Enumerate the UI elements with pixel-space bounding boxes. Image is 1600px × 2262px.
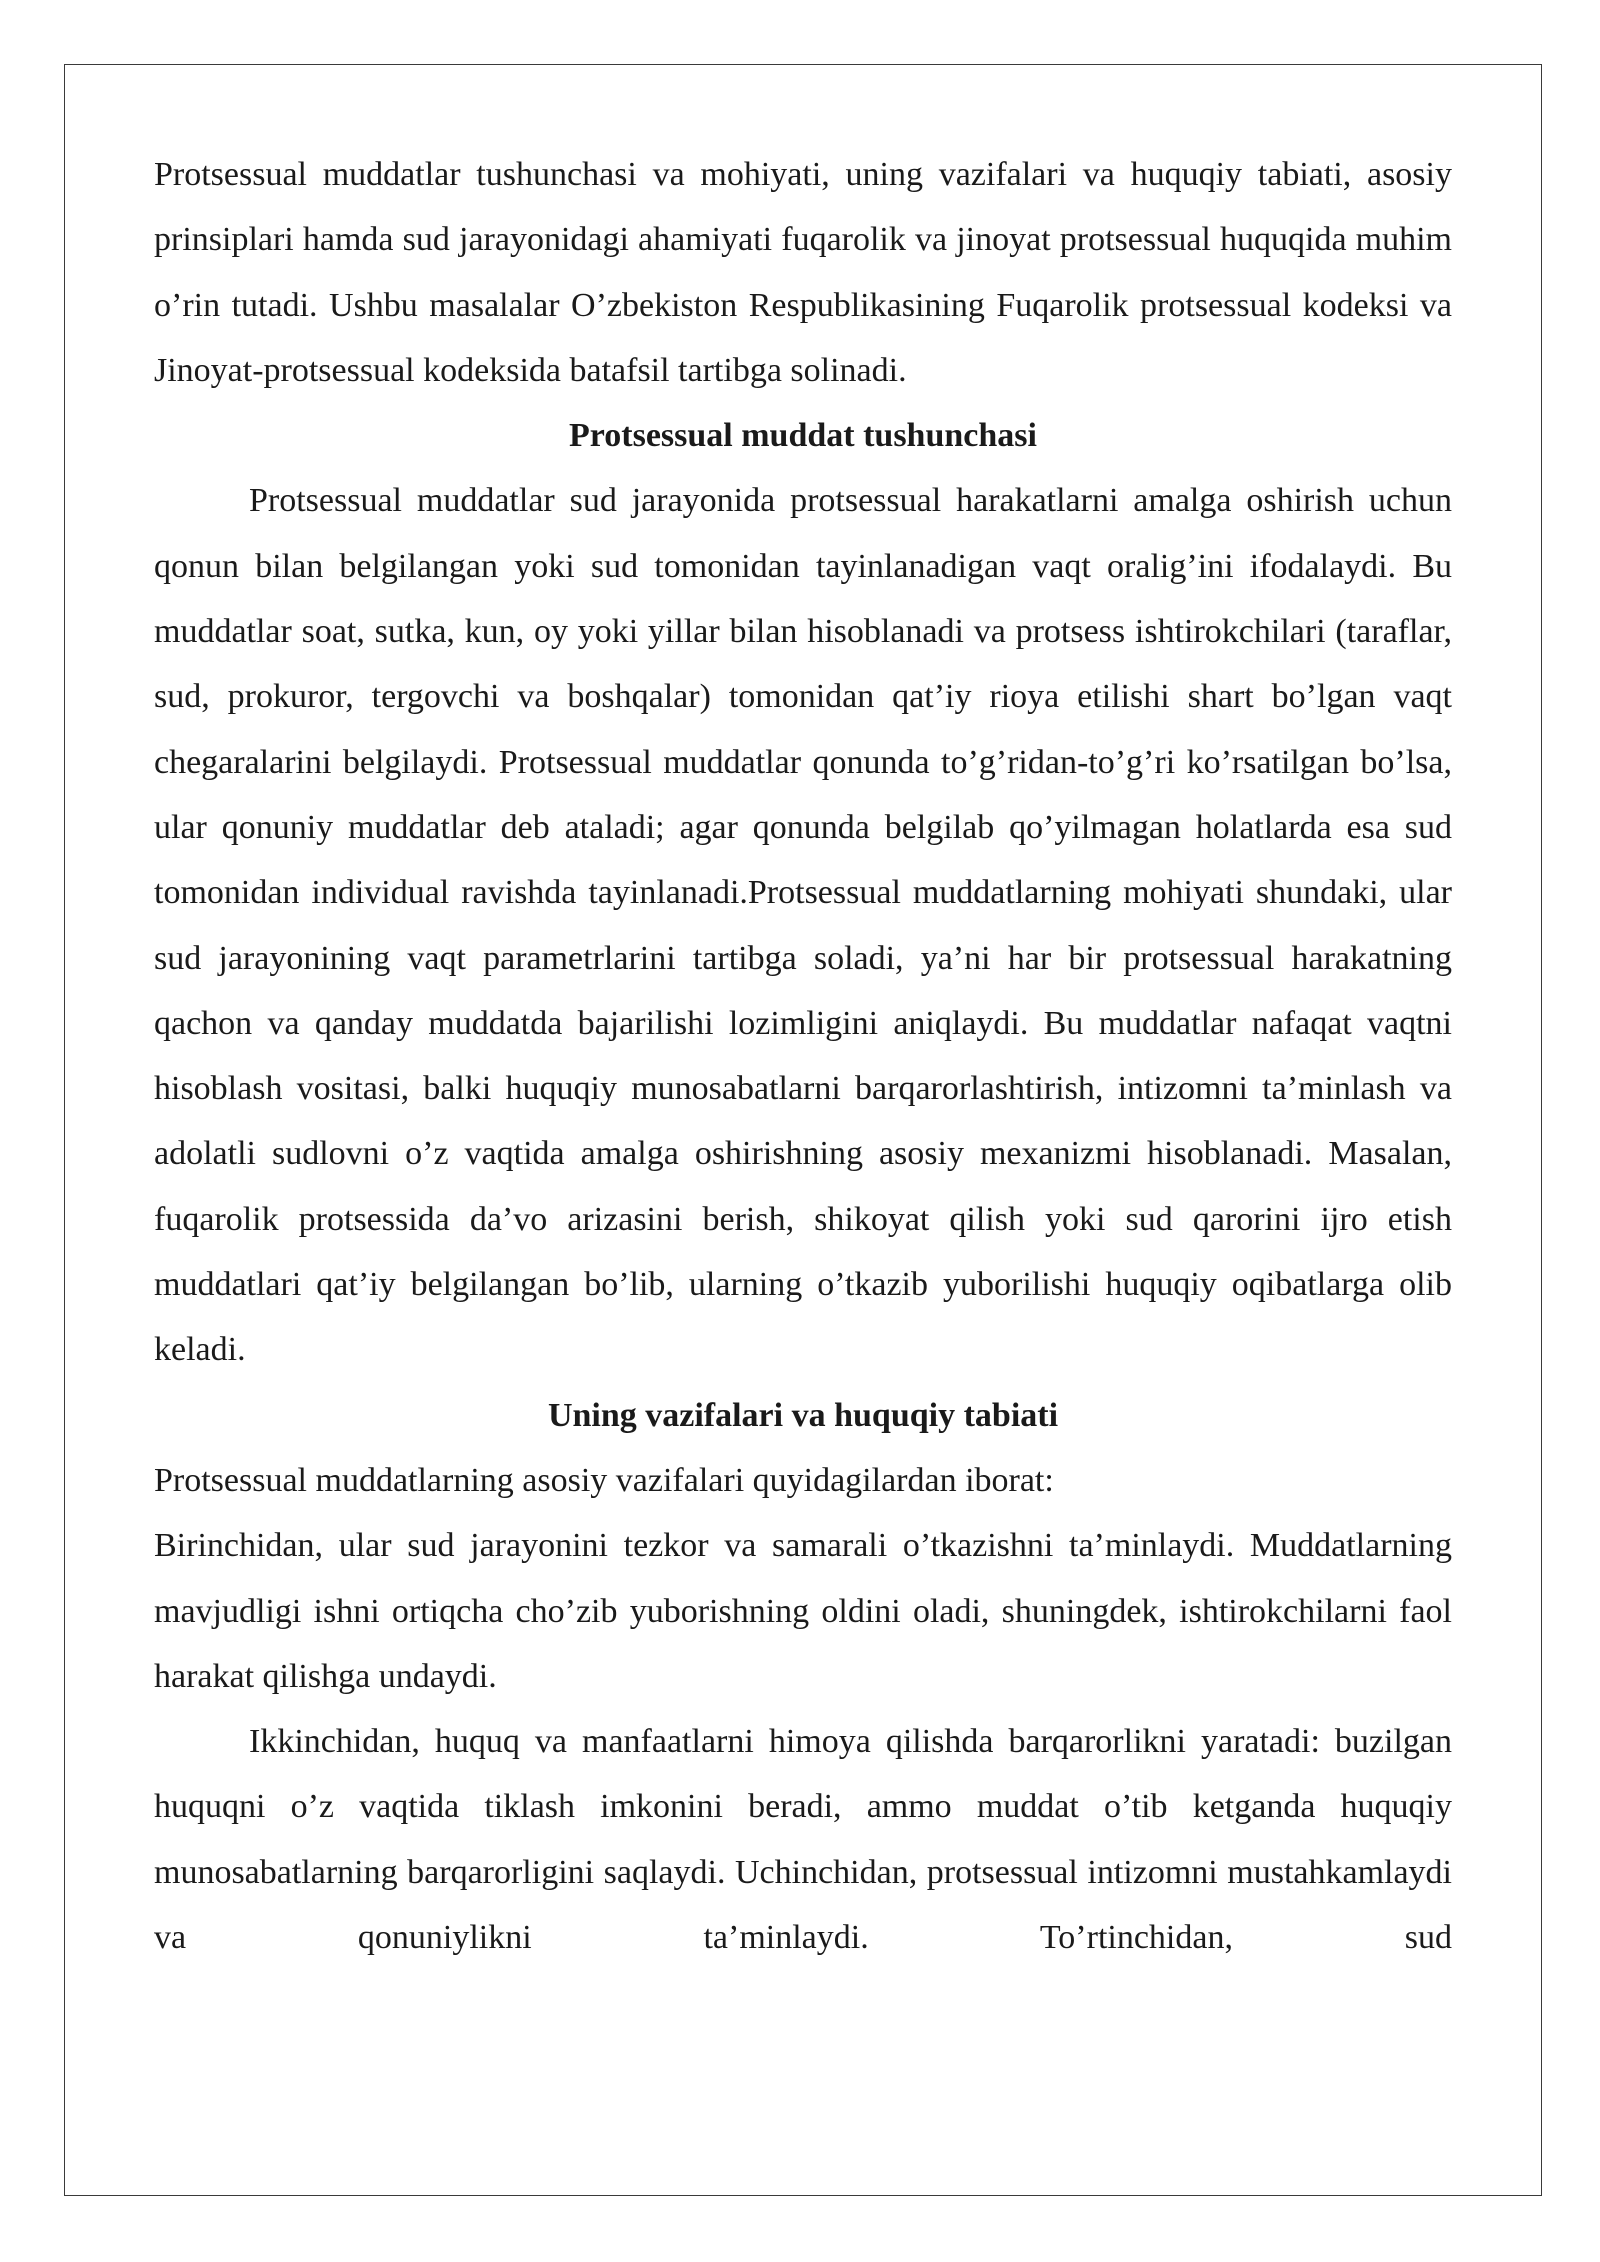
functions-first-paragraph: Birinchidan, ular sud jarayonini tezkor va samarali o’tkazishni ta’minlaydi. Muddatlarning mavjudligi ishni ortiqcha cho’zib yuborishning oldini oladi, shuningdek, ishtirokchilarni faol harakat qilishga undaydi.	[154, 1527, 1452, 1695]
functions-second-paragraph: Ikkinchidan, huquq va manfaatlarni himoya qilishda barqarorlikni yaratadi: buzilgan huquqni o’z vaqtida tiklash imkonini beradi, ammo muddat o’tib ketganda huquqiy munosabatlarning barqarorligini saqlaydi. Uchinchidan, protsessual intizomni mustahkamlaydi va qonuniylikni ta’minlaydi. To’rtinchidan, sud	[154, 1723, 1452, 1957]
document-body	[154, 142, 1452, 1970]
section-heading-concept: Protsessual muddat tushunchasi	[569, 417, 1037, 455]
section-heading-functions: Uning vazifalari va huquqiy tabiati	[547, 1396, 1059, 1434]
functions-intro-line: Protsessual muddatlarning asosiy vazifalari quyidagilardan iborat:	[154, 1461, 1054, 1499]
concept-paragraph: Protsessual muddatlar sud jarayonida protsessual harakatlarni amalga oshirish uchun qonun bilan belgilangan yoki sud tomonidan tayinlanadigan vaqt oralig’ini ifodalaydi. Bu muddatlar soat, sutka, kun, oy yoki yillar bilan hisoblanadi va protsess ishtirokchilari (taraflar, sud, prokuror, tergovchi va boshqalar) tomonidan qat’iy rioya etilishi shart bo’lgan vaqt chegaralarini belgilaydi. Protsessual muddatlar qonunda to’g’ridan-to’g’ri ko’rsatilgan bo’lsa, ular qonuniy muddatlar deb ataladi; agar qonunda belgilab qo’yilmagan holatlarda esa sud tomonidan individual ravishda tayinlanadi.Protsessual muddatlarning mohiyati shundaki, ular sud jarayonining vaqt parametrlarini tartibga soladi, ya’ni har bir protsessual harakatning qachon va qanday muddatda bajarilishi lozimligini aniqlaydi. Bu muddatlar nafaqat vaqtni hisoblash vositasi, balki huquqiy munosabatlarni barqarorlashtirish, intizomni ta’minlash va adolatli sudlovni o’z vaqtida amalga oshirishning asosiy mexanizmi hisoblanadi. Masalan, fuqarolik protsessida da’vo arizasini berish, shikoyat qilish yoki sud qarorini ijro etish muddatlari qat’iy belgilangan bo’lib, ularning o’tkazib yuborilishi huquqiy oqibatlarga olib keladi.	[154, 482, 1452, 1369]
intro-paragraph: Protsessual muddatlar tushunchasi va mohiyati, uning vazifalari va huquqiy tabiati, asosiy prinsiplari hamda sud jarayonidagi ahamiyati fuqarolik va jinoyat protsessual huquqida muhim o’rin tutadi. Ushbu masalalar O’zbekiston Respublikasining Fuqarolik protsessual kodeksi va Jinoyat-protsessual kodeksida batafsil tartibga solinadi.	[154, 156, 1452, 389]
